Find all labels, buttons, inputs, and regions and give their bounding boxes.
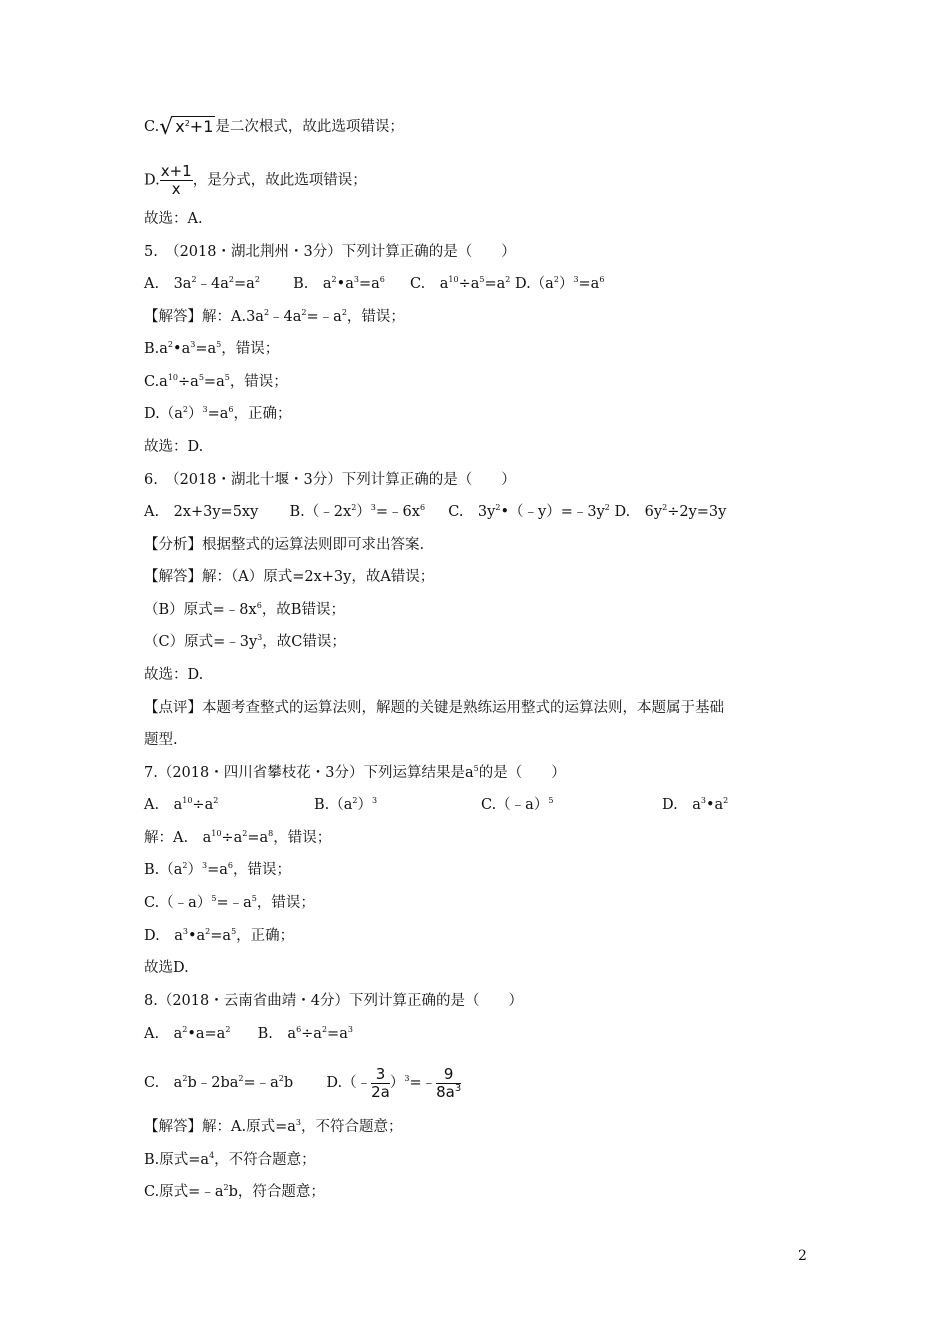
q6-options: A. 2x+3y=5xy $B.(﹣2x^2)^3=﹣6x^6$ C. $3y^2•(﹣y)=﹣3y^2$ D. $6y^2\div 2y=3y$ [144, 503, 727, 520]
q8-solution-a: 【解答】解：A.原式$=a^3$，不符合题意； [144, 1118, 403, 1135]
q5-options: A. $3a^2﹣4a^2=a^2$ B. $a^2•a^3=a^6$ C. $a^{10}\div a^5=a^2$ $D.(a^2)^3=a^6$ [144, 275, 605, 292]
q6-analysis: 【分析】根据整式的运算法则即可求出答案. [144, 537, 425, 553]
fraction: $\frac{x+1}{x}$ [160, 162, 192, 198]
q8-title: 8.（2018・云南省曲靖・4分）下列计算正确的是（ ） [144, 993, 523, 1009]
q4-answer: 故选：A. [144, 211, 203, 227]
page-number: 2 [798, 1248, 807, 1264]
q7-title: 7.（2018・四川省攀枝花・3分）下列运算结果是$a^5$的是（ ） [144, 764, 566, 781]
q7-solution-d: D. $a^3•a^2=a^5$，正确； [144, 927, 295, 944]
q7-solution-a: 解：A. $a^{10}\div a^2=a^8$，错误； [144, 829, 332, 846]
q4-option-c: C.√ $x^2+1$ 是二次根式，故此选项错误； [144, 115, 404, 140]
q6-solution-c: （C）原式$=﹣3y^3$，故C错误； [144, 633, 346, 650]
q5-answer: 故选：D. [144, 439, 204, 455]
q5-solution-d: $D.(a^2)^3=a^6$，正确； [144, 405, 292, 422]
q5-solution-c: $C.a^{10}\div a^5=a^5$，错误； [144, 373, 288, 390]
q4-option-d: D. $\frac{x+1}{x}$ ，是分式，故此选项错误； [144, 162, 367, 198]
q6-answer: 故选：D. [144, 667, 204, 683]
q6-comment: 【点评】本题考查整式的运算法则，解题的关键是熟练运用整式的运算法则，本题属于基础 [144, 700, 724, 716]
q8-solution-b: B.原式$=a^4$，不符合题意； [144, 1151, 316, 1168]
q7-solution-b: $B.(a^2)^3=a^6$，错误； [144, 861, 291, 878]
q6-solution-b: （B）原式$=﹣8x^6$，故B错误； [144, 601, 345, 618]
q8-solution-c: C.原式$=﹣a^2b$，符合题意； [144, 1183, 325, 1200]
q7-answer: 故选D. [144, 960, 189, 976]
q6-solution-a: 【解答】解：（A）原式=2x+3y，故A错误； [144, 569, 435, 585]
q5-solution-a: 【解答】解：$A.3a^2﹣4a^2=﹣a^2$，错误； [144, 308, 405, 325]
q6-comment-cont: 题型. [144, 732, 178, 748]
q7-solution-c: $C.(﹣a)^5=﹣a^5$，错误； [144, 894, 315, 911]
fraction: $\frac{9}{8a^3}$ [436, 1064, 462, 1101]
fraction: $\frac{3}{2a}$ [371, 1064, 390, 1101]
q5-solution-b: $B.a^2•a^3=a^5$，错误； [144, 340, 280, 357]
q6-title: 6. （2018・湖北十堰・3分）下列计算正确的是（ ） [144, 472, 516, 488]
q5-title: 5. （2018・湖北荆州・3分）下列计算正确的是（ ） [144, 244, 516, 260]
q8-options-ab: A. $a^2•a=a^2$ B. $a^6\div a^2=a^3$ [144, 1025, 353, 1042]
q8-options-cd: C. $a^2b﹣2ba^2=﹣a^2b$ D.（﹣ $\frac{3}{2a}$ ）$^3$=﹣ $\frac{9}{8a^3}$ [144, 1064, 462, 1101]
sqrt-expression: √ $x^2+1$ [159, 115, 214, 140]
